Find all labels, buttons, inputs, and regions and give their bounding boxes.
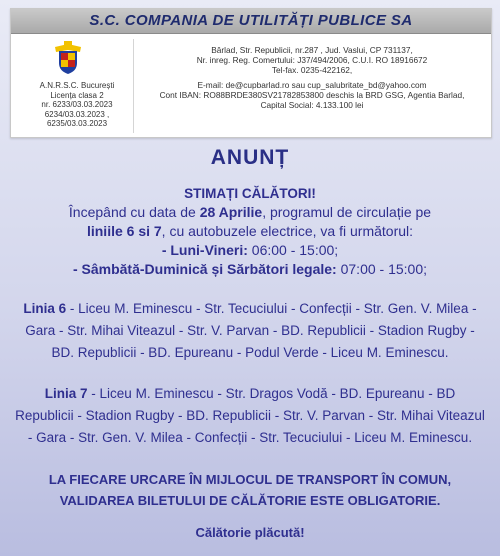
letterhead	[10, 8, 492, 138]
company-contact-info	[137, 45, 487, 110]
license-info	[25, 81, 129, 129]
license-authority: A.N.R.S.C. București	[39, 81, 115, 90]
license-number: 6234/03.03.2023 ,	[44, 109, 110, 119]
route-7-description: Linia 7 - Liceu M. Eminescu - Str. Dragos Vodă - BD. Epureanu - BD Republicii - Stadion Rugby - BD. Republicii - Str. V. Parvan - Str. Mihai Viteazul - Gara - Str. Gen. V. Milea - Confecții - Str. Tecuciului - Liceu M. Eminescu.	[15, 386, 485, 445]
weekend-schedule: - Sâmbătă-Duminică și Sărbători legale: 07:00 - 15:00;	[72, 261, 428, 277]
license-class: Licența clasa 2	[50, 90, 104, 100]
closing-message: Călătorie plăcută!	[195, 525, 305, 540]
ticket-validation-notice: LA FIECARE URCARE ÎN MIJLOCUL DE TRANSPORT ÎN COMUN, VALIDAREA BILETULUI DE CĂLĂTORIE ESTE OBLIGATORIE.	[48, 472, 452, 508]
route-6-label: Linia 6	[23, 301, 67, 316]
company-name-bar: S.C. COMPANIA DE UTILITĂȚI PUBLICE SA	[11, 9, 491, 34]
address-line: Bârlad, Str. Republicii, nr.287 , Jud. Vaslui, CP 731137,	[211, 45, 413, 55]
coat-of-arms-icon	[53, 41, 83, 75]
announcement-title: ANUNȚ	[210, 146, 290, 169]
capital-line: Capital Social: 4.133.100 lei	[260, 100, 364, 110]
route-7-label: Linia 7	[44, 386, 88, 401]
registration-line: Nr. inreg. Reg. Comertului: J37/494/2006, C.U.I. RO 18916672	[196, 55, 428, 65]
email-line: E-mail: de@cupbarlad.ro sau cup_salubritate_bd@yahoo.com	[197, 80, 427, 90]
intro-paragraph: Începând cu data de 28 Aprilie, programul de circulație pe liniile 6 si 7, cu autobuzele electrice, va fi următorul:	[68, 204, 432, 239]
phone-line: Tel-fax. 0235-422162,	[271, 65, 353, 75]
announcement-body	[14, 184, 486, 542]
start-date: 28 Aprilie	[199, 204, 263, 220]
weekday-schedule: - Luni-Vineri: 06:00 - 15:00;	[161, 242, 339, 258]
license-number: 6235/03.03.2023	[46, 119, 108, 128]
route-6-description: Linia 6 - Liceu M. Eminescu - Str. Tecuciului - Confecții - Str. Gen. V. Milea - Gara - Str. Mihai Viteazul - Str. V. Parvan - BD. Republicii - Stadion Rugby - BD. Republicii - BD. Epureanu - Podul Verde - Liceu M. Eminescu.	[23, 301, 477, 360]
header-divider	[133, 39, 134, 133]
iban-line: Cont IBAN: RO88BRDE380SV21782853800 deschis la BRD GSG, Agentia Barlad,	[159, 90, 465, 100]
license-number: nr. 6233/03.03.2023	[41, 100, 113, 109]
greeting: STIMAȚI CĂLĂTORI!	[184, 186, 316, 201]
lines-label: liniile 6 si 7	[86, 223, 162, 239]
